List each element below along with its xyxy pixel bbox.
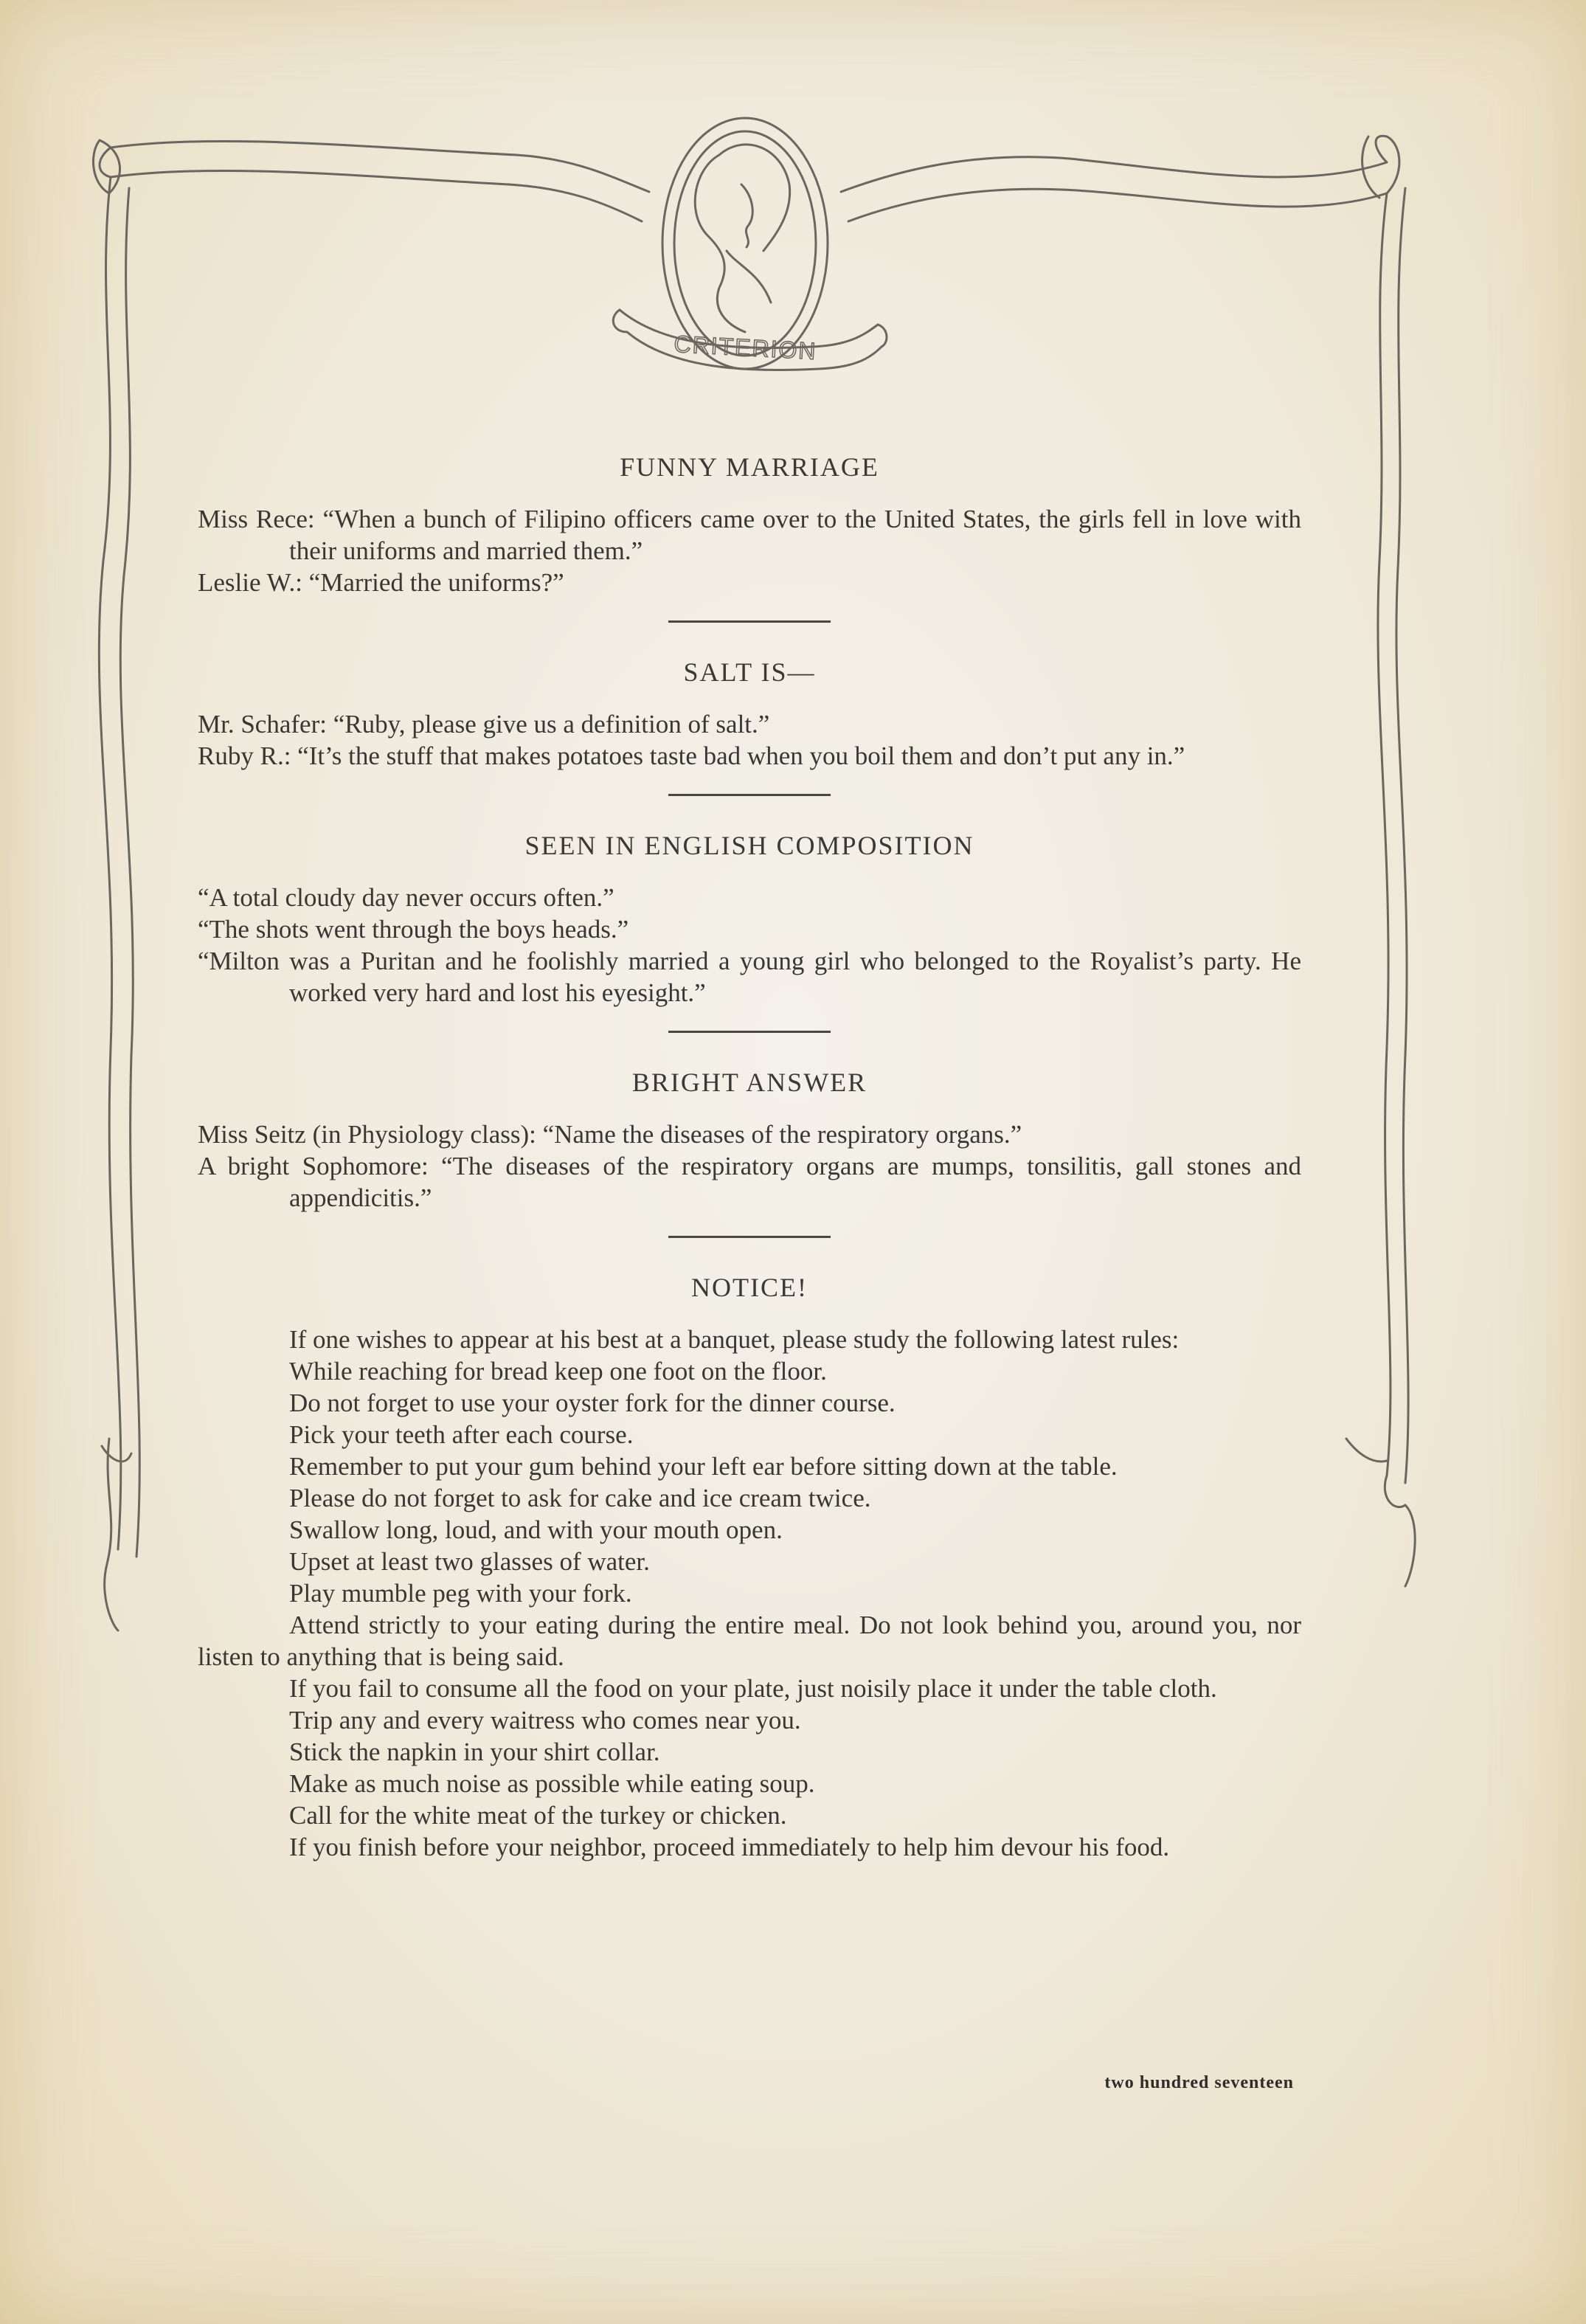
section-english-composition: [198, 830, 1301, 1009]
notice-rule: Upset at least two glasses of water.: [289, 1547, 650, 1576]
section-divider: [668, 620, 831, 623]
notice-rule: Remember to put your gum behind your left ear before sitting down at the table.: [289, 1452, 1118, 1481]
notice-rule: Pick your teeth after each course.: [289, 1420, 634, 1449]
notice-rule: Make as much noise as possible while eating soup.: [289, 1769, 815, 1798]
notice-rule: Swallow long, loud, and with your mouth open.: [289, 1515, 783, 1544]
quote-line: “The shots went through the boys heads.”: [198, 915, 629, 944]
section-title: FUNNY MARRIAGE: [620, 452, 879, 482]
notice-rule: Call for the white meat of the turkey or chicken.: [289, 1801, 787, 1830]
section-bright-answer: [198, 1067, 1301, 1214]
section-title: SEEN IN ENGLISH COMPOSITION: [524, 831, 974, 860]
notice-rule: If you fail to consume all the food on your plate, just noisily place it under the table cloth.: [289, 1674, 1217, 1703]
section-funny-marriage: [198, 452, 1301, 598]
section-divider: [668, 1236, 831, 1238]
notice-rule: Stick the napkin in your shirt collar.: [289, 1737, 660, 1766]
emblem-label: CRITERION: [673, 330, 818, 365]
notice-rule: Trip any and every waitress who comes near you.: [289, 1706, 801, 1735]
section-divider: [668, 794, 831, 796]
notice-rule: Do not forget to use your oyster fork for the dinner course.: [289, 1388, 896, 1417]
section-notice: [198, 1272, 1301, 1863]
notice-rule: If you finish before your neighbor, proceed immediately to help him devour his food.: [289, 1833, 1170, 1861]
section-salt-is: [198, 657, 1301, 772]
section-divider: [668, 1031, 831, 1033]
dialogue-line: Leslie W.: “Married the uniforms?”: [198, 568, 564, 597]
page-content: [198, 452, 1301, 1863]
page-number: two hundred seventeen: [1104, 2073, 1294, 2092]
dialogue-line: Miss Rece: “When a bunch of Filipino officers came over to the United States, the girls fell in love with their uniforms and married them.”: [198, 505, 1301, 565]
dialogue-line: A bright Sophomore: “The diseases of the respiratory organs are mumps, tonsilitis, gall stones and appendicitis.”: [198, 1152, 1301, 1212]
quote-line: “Milton was a Puritan and he foolishly married a young girl who belonged to the Royalist’s party. He worked very hard and lost his eyesight.”: [198, 947, 1301, 1007]
dialogue-line: Mr. Schafer: “Ruby, please give us a definition of salt.”: [198, 710, 770, 739]
notice-intro: If one wishes to appear at his best at a banquet, please study the following latest rules:: [289, 1325, 1180, 1354]
dialogue-line: Ruby R.: “It’s the stuff that makes potatoes taste bad when you boil them and don’t put any in.”: [198, 741, 1185, 770]
notice-rule: Please do not forget to ask for cake and ice cream twice.: [289, 1484, 871, 1512]
quote-line: “A total cloudy day never occurs often.”: [198, 883, 614, 912]
section-title: BRIGHT ANSWER: [631, 1068, 868, 1097]
section-title: SALT IS—: [683, 657, 816, 687]
notice-rule: Play mumble peg with your fork.: [289, 1579, 632, 1608]
dialogue-line: Miss Seitz (in Physiology class): “Name the diseases of the respiratory organs.”: [198, 1120, 1022, 1149]
section-title: NOTICE!: [691, 1273, 808, 1302]
notice-rule: While reaching for bread keep one foot on the floor.: [289, 1357, 827, 1386]
notice-rule: Attend strictly to your eating during the entire meal. Do not look behind you, around you, nor listen to anything that is being said.: [198, 1611, 1301, 1671]
